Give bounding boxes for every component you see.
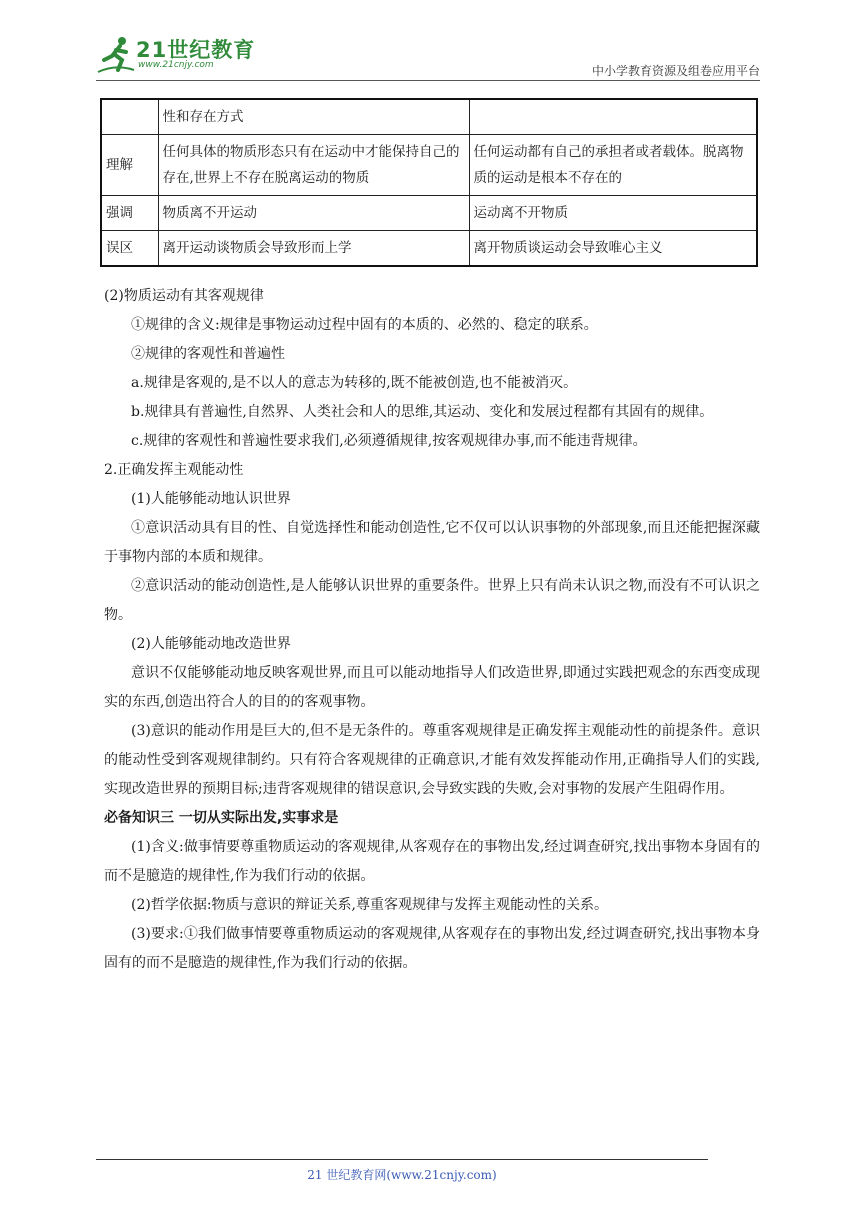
main-content	[104, 282, 760, 978]
cell-right: 任何运动都有自己的承担者或者载体。脱离物质的运动是根本不存在的	[469, 135, 757, 196]
page-header	[96, 30, 760, 80]
runner-logo-icon	[96, 34, 136, 74]
cell-left: 性和存在方式	[158, 99, 469, 135]
cell-right: 运动离不开物质	[469, 196, 757, 231]
cell-right: 离开物质谈运动会导致唯心主义	[469, 231, 757, 267]
row-label: 误区	[101, 231, 158, 267]
paragraph: c.规律的客观性和普遍性要求我们,必须遵循规律,按客观规律办事,而不能违背规律。	[131, 433, 647, 449]
concept-table	[100, 98, 758, 267]
table-row	[101, 231, 757, 267]
table-row	[101, 196, 757, 231]
site-logo	[96, 34, 266, 74]
section-heading: 2.正确发挥主观能动性	[104, 462, 244, 478]
footer-text: 21 世纪教育网(www.21cnjy.com)	[307, 1168, 497, 1182]
paragraph: ②意识活动的能动创造性,是人能够认识世界的重要条件。世界上只有尚未认识之物,而没有不可认识之物。	[104, 578, 760, 623]
paragraph: ②规律的客观性和普遍性	[131, 346, 285, 362]
row-label: 理解	[101, 135, 158, 196]
cell-left: 离开运动谈物质会导致形而上学	[158, 231, 469, 267]
logo-url: www.21cnjy.com	[138, 60, 214, 70]
header-divider	[96, 80, 760, 81]
paragraph: (3)要求:①我们做事情要尊重物质运动的客观规律,从客观存在的事物出发,经过调查研究,找出事物本身固有的而不是臆造的规律性,作为我们行动的依据。	[104, 926, 760, 971]
paragraph: (1)含义:做事情要尊重物质运动的客观规律,从客观存在的事物出发,经过调查研究,找出事物本身固有的而不是臆造的规律性,作为我们行动的依据。	[104, 839, 760, 884]
paragraph: (3)意识的能动作用是巨大的,但不是无条件的。尊重客观规律是正确发挥主观能动性的前提条件。意识的能动性受到客观规律制约。只有符合客观规律的正确意识,才能有效发挥能动作用,正确指导人们的实践,实现改造世界的预期目标;违背客观规律的错误意识,会导致实践的失败,会对事物的发展产生阻碍作用。	[104, 723, 760, 797]
paragraph: b.规律具有普遍性,自然界、人类社会和人的思维,其运动、变化和发展过程都有其固有的规律。	[131, 404, 714, 420]
row-label: 强调	[101, 196, 158, 231]
paragraph: (2)哲学依据:物质与意识的辩证关系,尊重客观规律与发挥主观能动性的关系。	[131, 897, 608, 913]
paragraph: a.规律是客观的,是不以人的意志为转移的,既不能被创造,也不能被消灭。	[131, 375, 578, 391]
cell-right	[469, 99, 757, 135]
paragraph: ①规律的含义:规律是事物运动过程中固有的本质的、必然的、稳定的联系。	[131, 317, 598, 333]
table-row	[101, 135, 757, 196]
footer-divider	[96, 1159, 708, 1160]
paragraph: ①意识活动具有目的性、自觉选择性和能动创造性,它不仅可以认识事物的外部现象,而且还能把握深藏于事物内部的本质和规律。	[104, 520, 760, 565]
table-row	[101, 99, 757, 135]
cell-left: 任何具体的物质形态只有在运动中才能保持自己的存在,世界上不存在脱离运动的物质	[158, 135, 469, 196]
knowledge-heading: 必备知识三 一切从实际出发,实事求是	[104, 810, 339, 826]
subheading: (2)物质运动有其客观规律	[104, 288, 264, 304]
subheading: (1)人能够能动地认识世界	[131, 491, 291, 507]
row-label	[101, 99, 158, 135]
subheading: (2)人能够能动地改造世界	[131, 636, 291, 652]
cell-left: 物质离不开运动	[158, 196, 469, 231]
platform-name: 中小学教育资源及组卷应用平台	[591, 64, 760, 78]
paragraph: 意识不仅能够能动地反映客观世界,而且可以能动地指导人们改造世界,即通过实践把观念的东西变成现实的东西,创造出符合人的目的的客观事物。	[104, 665, 760, 710]
logo-text: 21世纪教育	[136, 38, 256, 62]
